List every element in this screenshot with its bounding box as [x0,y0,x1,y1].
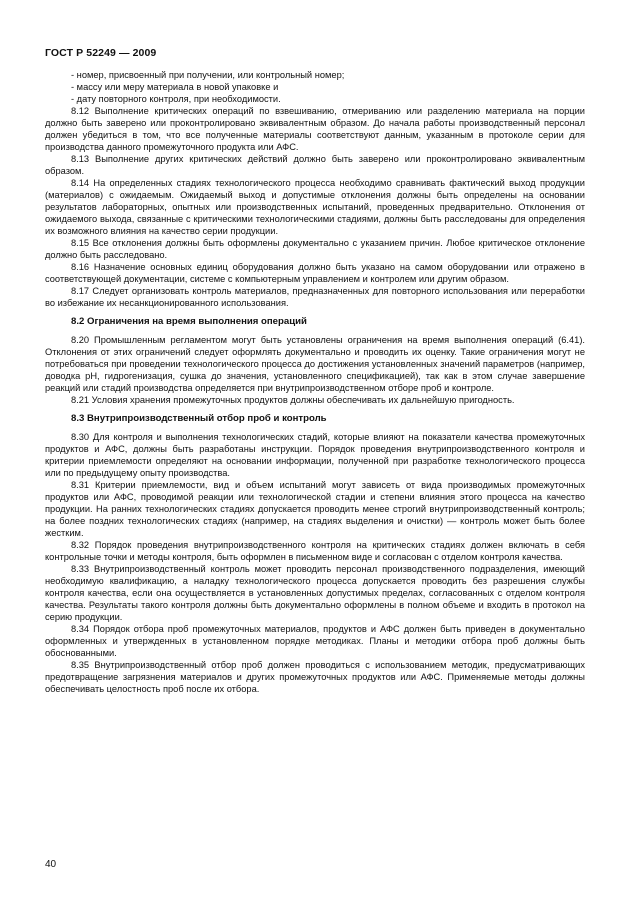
paragraph: 8.12 Выполнение критических операций по взвешиванию, отмериванию или разделению материала на порции должно быть заверено или проконтролировано эквивалентным образом. До начала работы производственный персонал должен убедиться в том, что все полученные материалы соответствуют данным, указанным в протоколе серии для производства данного промежуточного продукта или АФС. [45,106,585,152]
paragraph: 8.32 Порядок проведения внутрипроизводственного контроля на критических стадиях должен включать в себя контрольные точки и методы контроля, быть оформлен в письменном виде и согласован с отделом контроля качества. [45,540,585,562]
paragraph: 8.21 Условия хранения промежуточных продуктов должны обеспечивать их дальнейшую пригодность. [71,395,515,405]
paragraph: 8.16 Назначение основных единиц оборудования должно быть указано на самом оборудовании или отражено в соответствующей документации, системе с компьютерным управлением и контролем или другим образом. [45,262,585,284]
paragraph: 8.14 На определенных стадиях технологического процесса необходимо сравнивать фактический выход продукции (материалов) с ожидаемым. Ожидаемый выход и допустимые отклонения должны быть определены на основании результатов лабораторных, опытных или производственных испытаний, проведенных предварительно. Отклонения от ожидаемого выхода, связанные с критическими технологическими стадиями, должны быть расследованы для определения их возможного влияния на качество серии продукции. [45,178,585,236]
paragraph: 8.13 Выполнение других критических действий должно быть заверено или проконтролировано эквивалентным образом. [45,154,585,176]
paragraph: 8.31 Критерии приемлемости, вид и объем испытаний могут зависеть от вида производимых промежуточных продуктов или АФС, проводимой реакции или технологической стадии и степени влияния этого процесса на качество продукции. На ранних технологических стадиях допускается проводить менее строгий внутрипроизводственный контроль; на более поздних технологических стадиях (например, на стадиях выделения и очистки) — контроль может быть более жестким. [45,480,585,538]
paragraph: 8.30 Для контроля и выполнения технологических стадий, которые влияют на показатели качества промежуточных продуктов и АФС, должны быть разработаны инструкции. Порядок проведения внутрипроизводственного контроля и критерии приемлемости определяют на основании информации, полученной при разработке технологического процесса или по предыдущему опыту производства. [45,432,585,478]
paragraph: 8.17 Следует организовать контроль материалов, предназначенных для повторного использования или переработки во избежание их несанкционированного использования. [45,286,585,308]
paragraph: 8.34 Порядок отбора проб промежуточных материалов, продуктов и АФС должен быть приведен в документально оформленных и утвержденных в установленном порядке методиках. Планы и методики отбора проб должны быть обоснованными. [45,624,585,658]
paragraph: 8.33 Внутрипроизводственный контроль может проводить персонал производственного подразделения, имеющий необходимую квалификацию, а наладку технологического процесса допускается проводить без разрешения службы контроля качества, если она осуществляется в установленных допустимых пределах, согласованных с отделом контроля качества. Результаты такого контроля должны быть документально оформлены в полном объеме и входить в протокол на серию продукции. [45,564,585,622]
paragraph: 8.35 Внутрипроизводственный отбор проб должен проводиться с использованием методик, предусматривающих предотвращение загрязнения материалов и других промежуточных продуктов или АФС. Применяемые методы должны обеспечивать целостность проб после их отбора. [45,660,585,694]
document-body [45,69,585,695]
paragraph: 8.15 Все отклонения должны быть оформлены документально с указанием причин. Любое критическое отклонение должно быть расследовано. [45,238,585,260]
section-heading: 8.3 Внутрипроизводственный отбор проб и контроль [71,413,327,424]
paragraph: - массу или меру материала в новой упаковке и [71,82,279,92]
paragraph: - дату повторного контроля, при необходимости. [71,94,281,104]
paragraph: - номер, присвоенный при получении, или контрольный номер; [71,70,345,80]
paragraph: 8.20 Промышленным регламентом могут быть установлены ограничения на время выполнения операций (6.41). Отклонения от этих ограничений следует оформлять документально и проводить их оценку. Такие ограничения могут не потребоваться при проведении технологического процесса до достижения установленных значений параметров (например, доводка рН, гидрогенизация, сушка до значения, установленного спецификацией), так как в этом случае завершение реакций или стадий производства определяется при внутрипроизводственном отборе проб и контроле. [45,335,585,393]
page-header: ГОСТ Р 52249 — 2009 [45,47,157,59]
page-number: 40 [45,859,57,870]
section-heading: 8.2 Ограничения на время выполнения операций [71,316,307,327]
